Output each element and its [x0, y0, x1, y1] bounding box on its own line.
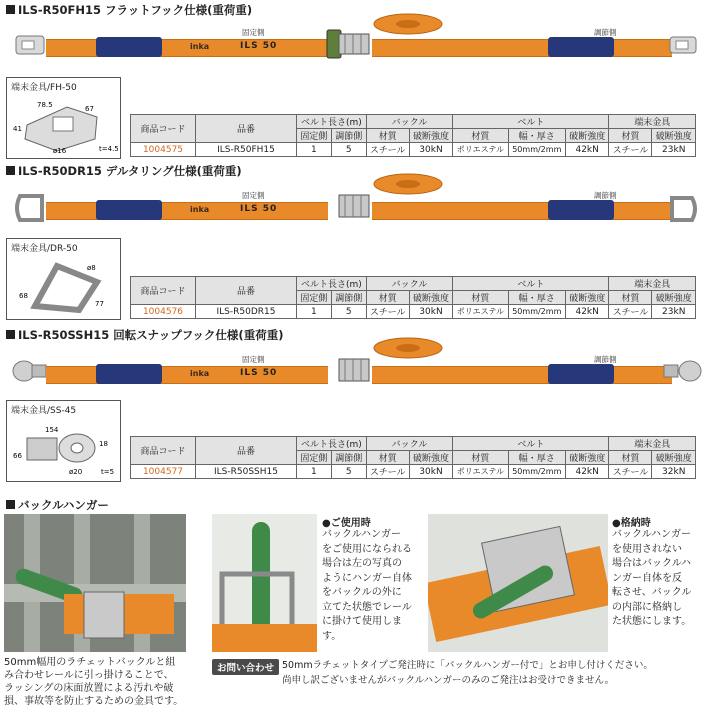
section-title-fh15: ILS-R50FH15 フラットフック仕様(重荷重) [6, 2, 252, 18]
fitting-label: 端末金具/DR-50 [11, 244, 78, 254]
fixed-side-label: 固定側 [242, 355, 265, 364]
belt-model: ILS 50 [240, 41, 278, 51]
table-row: 1004577 ILS-R50SSH15 1 5 スチール 30kN ポリエステル 50mm/2mm 42kN スチール 32kN [131, 465, 696, 479]
snap-hook-icon [10, 356, 50, 386]
fitting-label: 端末金具/FH-50 [11, 83, 77, 93]
svg-text:66: 66 [13, 452, 22, 460]
section-title-hanger: バックルハンガー [6, 497, 109, 513]
hanger-storage-photo [428, 514, 608, 652]
fitting-detail-ss45 [6, 400, 121, 482]
fitting-detail-fh50 [6, 77, 121, 159]
spec-table-ssh15: 商品コード 品番 ベルト長さ(m) バックル ベルト 端末金具 固定側 調節側 材質 破断強度 材質 幅・厚さ 破断強度 材質 破断強度 1004577 ILS-R50SSH15 1 5 スチール 30kN ポリエステル 50mm/2mm 42kN スチール 32kN [130, 436, 696, 479]
spec-table-fh15: 商品コード 品番 ベルト長さ(m) バックル ベルト 端末金具 固定側 調節側 材質 破断強度 材質 幅・厚さ 破断強度 材質 破断強度 1004575 ILS-R50FH15 1 5 スチール 30kN ポリエステル 50mm/2mm 42kN スチール 23kN [130, 114, 696, 157]
inquiry-badge: お問い合わせ [212, 659, 279, 675]
belt-roll-icon [368, 6, 448, 42]
usage-text: バックルハンガー をご使用になられる 場合は左の写真の ようにハンガー自体 をバックルの外に 立てた状態でレール に掛けて使用しま す。 [322, 529, 412, 642]
adjust-side-label: 調節側 [594, 355, 617, 364]
svg-text:t=5: t=5 [101, 468, 115, 476]
svg-text:ø20: ø20 [69, 468, 83, 476]
svg-text:ø16: ø16 [53, 147, 67, 155]
inquiry-text: 50mmラチェットタイプご発注時に「バックルハンガー付で」とお申し付けください。 尚申し訳ございませんがバックルハンガーのみのご発注はお受けできません。 [282, 660, 653, 686]
adjust-side-label: 調節側 [594, 191, 617, 200]
svg-text:t=4.5: t=4.5 [99, 145, 118, 153]
fitting-detail-dr50 [6, 238, 121, 320]
usage-title: ●ご使用時 [322, 518, 371, 529]
hanger-description: 50mm幅用のラチェットバックルと組 み合わせレールに引っ掛けることで、 ラッシングの床面放置による汚れや破 損、事故等を防止するための金具です。 [4, 657, 184, 707]
belt-brand: inka [190, 205, 210, 214]
table-row: 1004575 ILS-R50FH15 1 5 スチール 30kN ポリエステル 50mm/2mm 42kN スチール 23kN [131, 143, 696, 157]
svg-text:68: 68 [19, 292, 28, 300]
delta-ring-icon [12, 192, 48, 224]
delta-ring-icon [668, 194, 702, 224]
spec-table-dr15: 商品コード 品番 ベルト長さ(m) バックル ベルト 端末金具 固定側 調節側 材質 破断強度 材質 幅・厚さ 破断強度 材質 破断強度 1004576 ILS-R50DR15 1 5 スチール 30kN ポリエステル 50mm/2mm 42kN スチール 23kN [130, 276, 696, 319]
ratchet-buckle-icon [325, 26, 373, 60]
belt-model: ILS 50 [240, 204, 278, 214]
hanger-rail-photo [4, 514, 186, 652]
svg-text:67: 67 [85, 105, 94, 113]
snap-hook-drawing [7, 418, 118, 478]
section-title-ssh15: ILS-R50SSH15 回転スナップフック仕様(重荷重) [6, 327, 283, 343]
svg-text:41: 41 [13, 125, 22, 133]
delta-ring-drawing [7, 256, 118, 316]
storage-text: バックルハンガー を使用されない 場合はバックルハ ンガー自体を反 転させ、バックル の内部に格納し た状態にします。 [612, 529, 692, 627]
flat-hook-icon [668, 34, 702, 58]
svg-text:154: 154 [45, 426, 59, 434]
ratchet-buckle-icon [325, 353, 373, 387]
storage-title: ●格納時 [612, 518, 651, 529]
flat-hook-icon [14, 32, 50, 60]
hanger-usage-photo [212, 514, 317, 652]
belt-brand: inka [190, 369, 210, 378]
svg-text:78.5: 78.5 [37, 101, 53, 109]
flat-hook-drawing [7, 95, 118, 155]
svg-text:ø8: ø8 [87, 264, 96, 272]
ratchet-buckle-icon [325, 189, 373, 223]
svg-text:18: 18 [99, 440, 108, 448]
belt-model: ILS 50 [240, 368, 278, 378]
fixed-side-label: 固定側 [242, 28, 265, 37]
table-row: 1004576 ILS-R50DR15 1 5 スチール 30kN ポリエステル 50mm/2mm 42kN スチール 23kN [131, 305, 696, 319]
svg-text:77: 77 [95, 300, 104, 308]
section-title-dr15: ILS-R50DR15 デルタリング仕様(重荷重) [6, 163, 242, 179]
fixed-side-label: 固定側 [242, 191, 265, 200]
snap-hook-icon [662, 356, 706, 386]
belt-roll-icon [368, 330, 448, 366]
adjust-side-label: 調節側 [594, 28, 617, 37]
fitting-label: 端末金具/SS-45 [11, 406, 77, 416]
belt-brand: inka [190, 42, 210, 51]
belt-roll-icon [368, 166, 448, 202]
